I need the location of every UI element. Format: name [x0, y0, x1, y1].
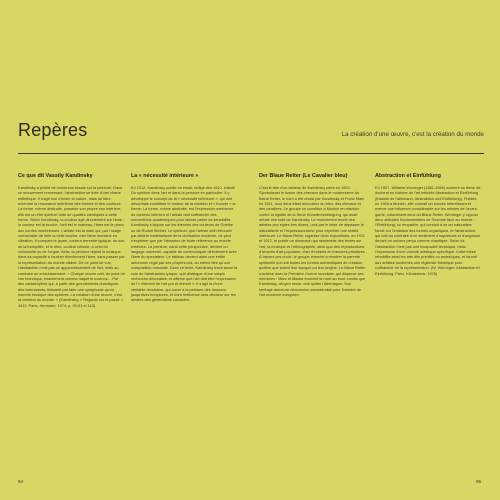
column-text: C'est le titre d'un tableau de Kandinsky peint en 1903. Symbolisant le fusion des chevaux dans le modernisme du Blaue Reiter, le nom a été choisi par Kandinsky et Franz Marc en 1911, tous deux étant amoureux du bleu, des chevaux et des cavaliers. Le groupe se constitue à Munich en réaction contre la rigidité de la Neue Künstlervereinigung, qui avait refusé une toile de Kandinsky. Le mouvement réunit des artistes aux styles très divers, unis par le désir de dépasser le naturalisme et l'impressionnisme pour exprimer une réalité intérieure. Le Blaue Reiter organise deux expositions, en 1911 et 1912, et publie un almanach qui rassemble des textes sur l'art, la musique et l'ethnographie, ainsi que des reproductions d'œuvres d'art populaire, d'art d'enfants et d'œuvres primitives. À travers ces choix, le groupe cherche à montrer la parenté spirituelle qui unit toutes les formes authentiques de création, quelles que soient leur époque ou leur origine. Le Blaue Reiter s'achève avec la Première Guerre mondiale, qui disperse ses membres : Marc et Macke trouvent la mort au front, tandis que Kandinsky, citoyen russe, doit quitter l'Allemagne. Son héritage demeure néanmoins considérable pour l'histoire de l'art moderne européen. — [259, 186, 366, 297]
column-inner-necessity — [131, 173, 238, 304]
page-title: Repères — [18, 120, 88, 140]
page-number-right: 95 — [476, 479, 482, 484]
column-blaue-reiter — [259, 173, 366, 298]
page-subtitle: La création d'une œuvre, c'est la création du monde — [341, 131, 484, 138]
header-divider — [18, 153, 484, 154]
column-heading: La « nécessité intérieure » — [131, 173, 199, 179]
page-number-left: 94 — [18, 479, 24, 484]
column-text: En 1912, Kandinsky publie un essai, rédigé dès 1910, intitulé Du spirituel dans l'art et dans la peinture en particulier. Il y développe le concept de la « nécessité intérieure », qui doit désormais constituer le moteur de la création et « trouver » la forme. La forme, même abstraite, est l'expression extérieure du contenu intérieur et l'artiste doit s'affranchir des conventions académiques pour laisser parler sa sensibilité. Kandinsky s'appuie sur les théories des couleurs de Goethe ou de Rudolf Steiner. Le spirituel, que l'artiste doit retrouver par-delà le matérialisme de la civilisation moderne, ne peut s'exprimer que par l'abandon de toute référence au monde extérieur. La peinture, dans cette perspective, devient un langage universel, capable de communiquer directement avec l'âme du spectateur. Le tableau devient alors une entité autonome régie par ses propres lois, au même titre qu'une composition musicale. Dans ce texte, Kandinsky trace aussi la voie de l'abstraction lyrique, qu'il distingue d'une simple recherche décorative, et affirme que l'art doit être l'expression de l'« élément de l'art pur et éternel ». Il s'agit là d'une véritable révolution, qui ouvre à la peinture des horizons jusqu'alors inexplorés, et dont l'influence sera décisive sur les artistes des générations suivantes. — [131, 186, 237, 303]
column-heading: Abstraction et Einfühlung — [375, 173, 441, 179]
column-text: En 1907, Wilhelm Worringer (1881-1965) soutient sa thèse de doctorat en histoire de l'art intitulée Abstraction et Einfühlung (traduite de l'allemand, Abstraktion und Einfühlung). Publiée en 1908 à Munich, elle connaît un succès retentissant et exerce une influence considérable sur les artistes de l'avant-garde, notamment ceux du Blaue Reiter. Worringer y oppose deux attitudes fondamentales de l'homme face au monde : l'Einfühlung, ou empathie, qui conduit à un art naturaliste fondé sur l'imitation des formes organiques, et l'abstraction, qui naît au contraire d'un sentiment d'inquiétude et d'angoisse devant un univers perçu comme chaotique. Selon lui, l'abstraction n'est pas une incapacité technique, mais l'expression d'une volonté artistique spécifique. Cette thèse réhabilite ainsi les arts dits primitifs ou archaïques, et fournit aux artistes modernes une légitimité théorique pour s'affranchir de la représentation. (W. Worringer, Abstraction et Einfühlung, Paris, Klincksieck, 1978) — [375, 186, 481, 276]
column-heading: Der Blaue Reiter (Le Cavalier bleu) — [259, 173, 348, 179]
column-heading: Ce que dit Vassily Kandinsky — [18, 173, 93, 179]
column-text: Kandinsky a publié de nombreux essais sur la peinture. Dans ce mouvement renversant, l'abstraction se dote d'une charte esthétique. Il s'agit non d'imiter la nature, mais de faire entendre la résonance intérieure des formes et des couleurs. La forme, même abstraite, possède son propre son intérieur, elle est un être spirituel doté de qualités identiques à cette forme. Selon Kandinsky, la couleur agit directement sur l'âme ; la couleur est la touche, l'œil est le marteau, l'âme est le piano aux cordes nombreuses. L'artiste est la main qui, par l'usage convenable de telle ou telle touche, met l'âme humaine en vibration. Il compare le jaune, couleur terrestre typique, au son de la trompette, et le bleu, couleur céleste, à celui du violoncelle ou de l'orgue. Ainsi, la peinture rejoint la musique dans sa capacité à toucher directement l'âme, sans passer par la représentation du monde visible. De ce point de vue, l'abstraction n'est pas un appauvrissement de l'art, mais au contraire un enrichissement. « Chaque œuvre naît, du point de vue technique, exactement comme naquit le cosmos… Par des catastrophes qui, à partir des grondements chaotiques des instruments, finissent par faire une symphonie qu'on nomme musique des sphères. La création d'une œuvre, c'est la création du monde. » (Kandinsky, « Regards sur le passé », 1913. Paris, Hermann, 1974, p. 90-91 et 113) — [18, 186, 125, 308]
column-abstraction-einfuhlung — [375, 173, 482, 277]
column-kandinsky-says — [18, 173, 125, 309]
